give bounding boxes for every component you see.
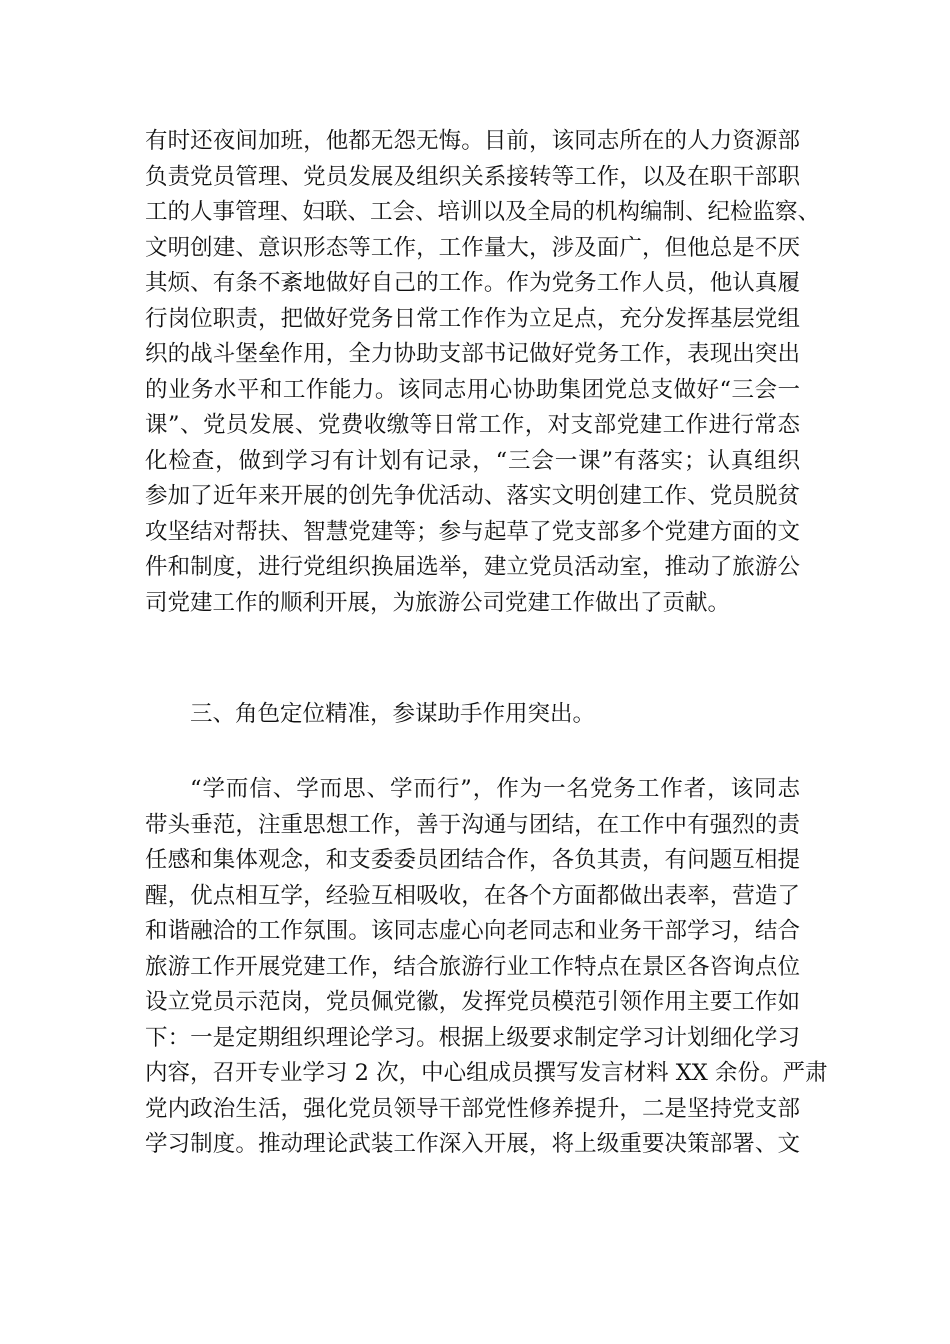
paragraph-line: 其烦、有条不紊地做好自己的工作。作为党务工作人员，他认真履 [145, 270, 800, 296]
paragraph-line: 参加了近年来开展的创先争优活动、落实文明创建工作、党员脱贫 [145, 483, 800, 509]
section-heading-text: 三、角色定位精准，参谋助手作用突出。 [190, 701, 596, 727]
paragraph-line: 攻坚结对帮扶、智慧党建等；参与起草了党支部多个党建方面的文 [145, 518, 800, 545]
paragraph-line: 学习制度。推动理论武装工作深入开展，将上级重要决策部署、文 [145, 1131, 800, 1157]
paragraph-line: 行岗位职责，把做好党务日常工作作为立足点，充分发挥基层党组 [145, 305, 800, 332]
paragraph-line: 党内政治生活，强化党员领导干部党性修养提升，二是坚持党支部 [145, 1095, 800, 1122]
paragraph-line: 件和制度，进行党组织换届选举，建立党员活动室，推动了旅游公 [145, 554, 800, 580]
section-heading-3 [190, 697, 690, 733]
paragraph-line: 负责党员管理、党员发展及组织关系接转等工作，以及在职干部职 [145, 163, 800, 190]
paragraph-line: 织的战斗堡垒作用，全力协助支部书记做好党务工作，表现出突出 [145, 341, 800, 367]
paragraph-line: 司党建工作的顺利开展，为旅游公司党建工作做出了贡献。 [145, 589, 731, 616]
paragraph-line: 课”、党员发展、党费收缴等日常工作，对支部党建工作进行常态 [145, 412, 800, 438]
paragraph-line: 工的人事管理、妇联、工会、培训以及全局的机构编制、纪检监察、 [145, 199, 821, 225]
paragraph-line: 任感和集体观念，和支委委员团结合作，各负其责，有问题互相提 [145, 847, 800, 873]
paragraph-line: 内容，召开专业学习 2 次，中心组成员撰写发言材料 XX 余份。严肃 [145, 1060, 828, 1086]
paragraph-line: 文明创建、意识形态等工作，工作量大，涉及面广，但他总是不厌 [145, 234, 800, 261]
paragraph-2 [145, 772, 828, 1163]
paragraph-line: 的业务水平和工作能力。该同志用心协助集团党总支做好“三会一 [145, 376, 800, 403]
paragraph-1 [145, 124, 821, 621]
paragraph-line: 带头垂范，注重思想工作，善于沟通与团结，在工作中有强烈的责 [145, 811, 800, 838]
paragraph-line: 设立党员示范岗，党员佩党徽，发挥党员模范引领作用主要工作如 [145, 989, 800, 1015]
paragraph-line: 醒，优点相互学，经验互相吸收，在各个方面都做出表率，营造了 [145, 882, 800, 909]
paragraph-first-line: “学而信、学而思、学而行”，作为一名党务工作者，该同志 [190, 776, 800, 802]
paragraph-line: 和谐融洽的工作氛围。该同志虚心向老同志和业务干部学习，结合 [145, 918, 800, 944]
paragraph-line: 旅游工作开展党建工作，结合旅游行业工作特点在景区各咨询点位 [145, 953, 800, 980]
paragraph-line: 有时还夜间加班，他都无怨无悔。目前，该同志所在的人力资源部 [145, 128, 800, 154]
paragraph-line: 下：一是定期组织理论学习。根据上级要求制定学习计划细化学习 [145, 1024, 800, 1051]
paragraph-line: 化检查，做到学习有计划有记录，“三会一课”有落实；认真组织 [145, 447, 800, 474]
